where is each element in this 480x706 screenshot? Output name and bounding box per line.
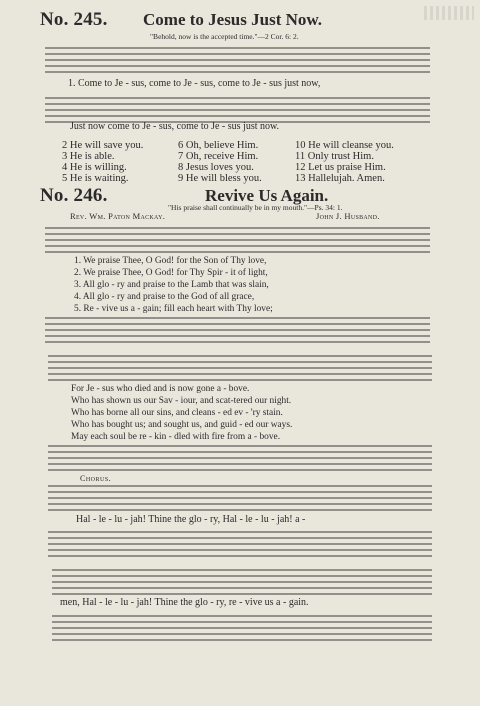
verse-cell: 12 Let us praise Him. — [295, 162, 386, 173]
hymn-245-number: No. 245. — [40, 9, 108, 30]
verse-cell: 10 He will cleanse you. — [295, 140, 394, 151]
hymn-246-bass-1 — [45, 316, 430, 346]
hymn-246-treble-2 — [48, 354, 432, 384]
verse-cell: 4 He is willing. — [62, 162, 127, 173]
hymn-246-chorus-treble-2 — [52, 568, 432, 598]
lyric-line: Who has borne all our sins, and cleans - ed ev - 'ry stain. — [71, 408, 283, 418]
lyric-line: 3. All glo - ry and praise to the Lamb that was slain, — [74, 280, 269, 290]
hymn-246-treble-1 — [45, 226, 430, 256]
verse-cell: 13 Hallelujah. Amen. — [295, 173, 385, 184]
lyric-line: For Je - sus who died and is now gone a - bove. — [71, 384, 250, 394]
hymn-246-chorus-bass-1 — [48, 530, 432, 560]
hymn-245-scripture: "Behold, now is the accepted time."—2 Cor. 6: 2. — [150, 32, 299, 41]
hymn-245-staff-1 — [45, 46, 430, 76]
verse-cell: 7 Oh, receive Him. — [178, 151, 259, 162]
lyric-line: May each soul be re - kin - dled with fire from a - bove. — [71, 432, 281, 442]
hymn-246-chorus-treble-1 — [48, 484, 432, 514]
verse-cell: 5 He is waiting. — [62, 173, 129, 184]
verse-cell: 3 He is able. — [62, 151, 115, 162]
hymn-246-scripture: "His praise shall continually be in my mouth."—Ps. 34: 1. — [168, 203, 343, 212]
verse-cell: 8 Jesus loves you. — [178, 162, 254, 173]
verse-cell: 2 He will save you. — [62, 140, 144, 151]
lyric-line: 5. Re - vive us a - gain; fill each heart with Thy love; — [74, 304, 273, 314]
bleed-through-text — [424, 6, 474, 20]
verse-cell: 9 He will bless you. — [178, 173, 262, 184]
verse-cell: 11 Only trust Him. — [295, 151, 374, 162]
hymn-246-title: Revive Us Again. — [205, 186, 329, 205]
hymn-246-number: No. 246. — [40, 185, 108, 206]
chorus-lyric-line-2: men, Hal - le - lu - jah! Thine the glo - ry, re - vive us a - gain. — [60, 597, 309, 608]
lyric-line: Who has shown us our Sav - iour, and scat-tered our night. — [71, 396, 292, 406]
hymn-245-lyric-line-2: Just now come to Je - sus, come to Je - sus just now. — [70, 121, 280, 132]
lyric-line: 2. We praise Thee, O God! for Thy Spir - it of light, — [74, 268, 268, 278]
lyric-line: 4. All glo - ry and praise to the God of all grace, — [74, 292, 255, 302]
chorus-lyric-line-1: Hal - le - lu - jah! Thine the glo - ry, Hal - le - lu - jah! a - — [76, 514, 306, 525]
chorus-label: Chorus. — [80, 474, 112, 483]
lyric-line: 1. We praise Thee, O God! for the Son of Thy love, — [74, 256, 267, 266]
verse-cell: 6 Oh, believe Him. — [178, 140, 259, 151]
hymn-245-title: Come to Jesus Just Now. — [143, 10, 322, 29]
hymn-246-chorus-bass-2 — [52, 614, 432, 644]
hymn-246-author: Rev. Wm. Paton Mackay. — [70, 211, 166, 221]
hymn-246-composer: John J. Husband. — [316, 211, 380, 221]
lyric-line: Who has bought us; and sought us, and guid - ed our ways. — [71, 420, 293, 430]
hymn-245-lyric-line-1: 1. Come to Je - sus, come to Je - sus, come to Je - sus just now, — [68, 78, 321, 89]
hymn-246-bass-2 — [48, 444, 432, 474]
